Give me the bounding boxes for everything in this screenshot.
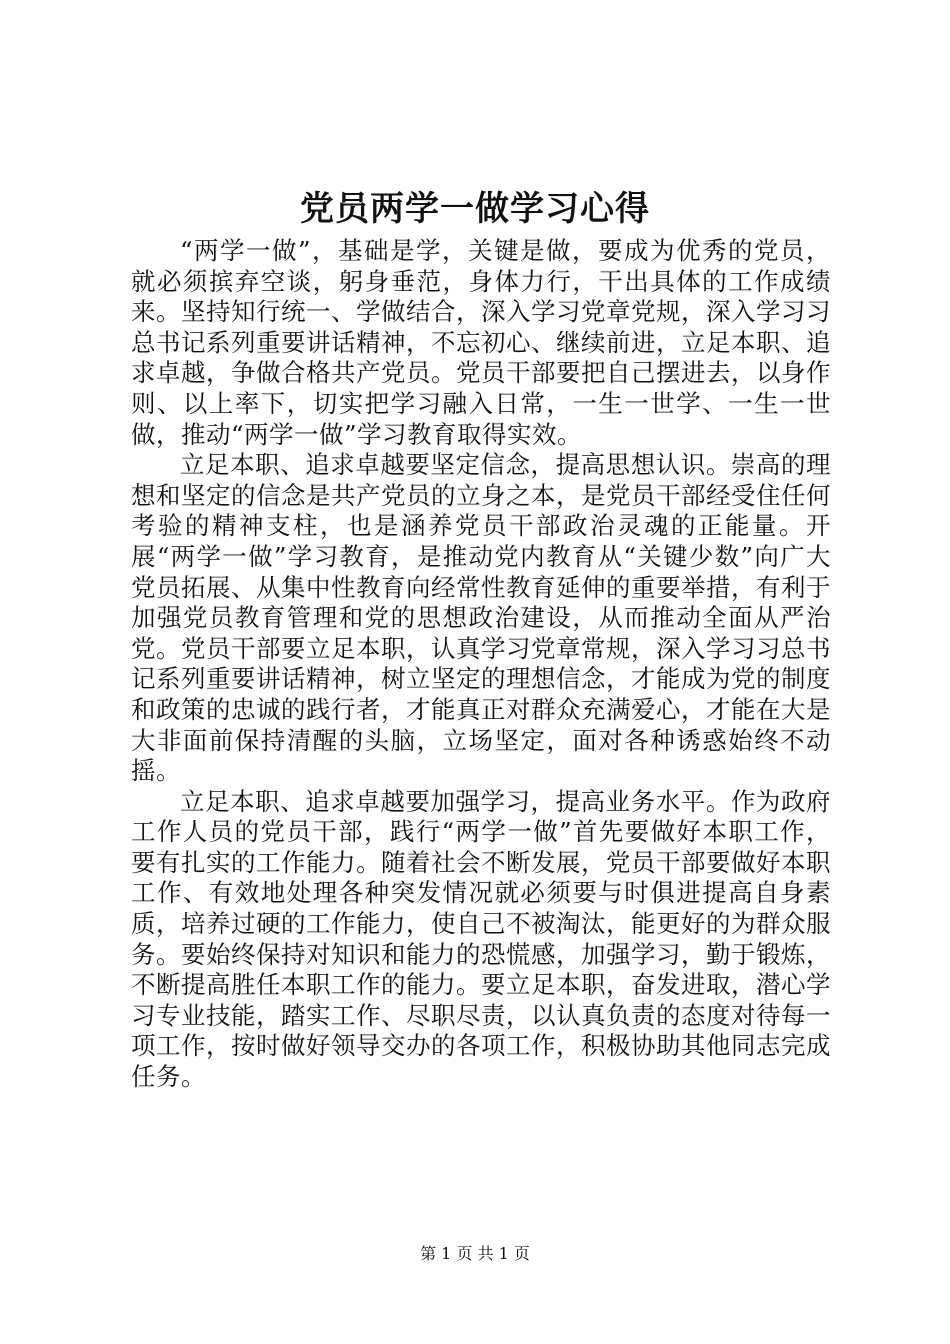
page-number-footer: 第 1 页 共 1 页 bbox=[420, 1244, 530, 1263]
body-paragraph-2: 立足本职、追求卓越要坚定信念，提高思想认识。崇高的理想和坚定的信念是共产党员的立身之本，是党员干部经受住任何考验的精神支柱，也是涵养党员干部政治灵魂的正能量。开展“两学一做”学习教育，是推动党内教育从“关键少数”向广大党员拓展、从集中性教育向经常性教育延伸的重要举措，有利于加强党员教育管理和党的思想政治建设，从而推动全面从严治党。党员干部要立足本职，认真学习党章常规，深入学习习总书记系列重要讲话精神，树立坚定的理想信念，才能成为党的制度和政策的忠诚的践行者，才能真正对群众充满爱心，才能在大是大非面前保持清醒的头脑，立场坚定，面对各种诱惑始终不动摇。 bbox=[131, 450, 831, 786]
document-title: 党员两学一做学习心得 bbox=[300, 189, 650, 229]
body-paragraph-3: 立足本职、追求卓越要加强学习，提高业务水平。作为政府工作人员的党员干部，践行“两学一做”首先要做好本职工作，要有扎实的工作能力。随着社会不断发展，党员干部要做好本职工作、有效地处理各种突发情况就必须要与时俱进提高自身素质，培养过硬的工作能力，使自己不被淘汰，能更好的为群众服务。要始终保持对知识和能力的恐慌感，加强学习，勤于锻炼，不断提高胜任本职工作的能力。要立足本职，奋发进取，潜心学习专业技能，踏实工作、尽职尽责，以认真负责的态度对待每一项工作，按时做好领导交办的各项工作，积极协助其他同志完成任务。 bbox=[131, 786, 831, 1092]
body-paragraph-1: “两学一做”，基础是学，关键是做，要成为优秀的党员，就必须摈弃空谈，躬身垂范，身体力行，干出具体的工作成绩来。坚持知行统一、学做结合，深入学习党章党规，深入学习习总书记系列重要讲话精神，不忘初心、继续前进，立足本职、追求卓越，争做合格共产党员。党员干部要把自己摆进去，以身作则、以上率下，切实把学习融入日常，一生一世学、一生一世做，推动“两学一做”学习教育取得实效。 bbox=[131, 236, 831, 449]
document-body bbox=[131, 236, 831, 1093]
